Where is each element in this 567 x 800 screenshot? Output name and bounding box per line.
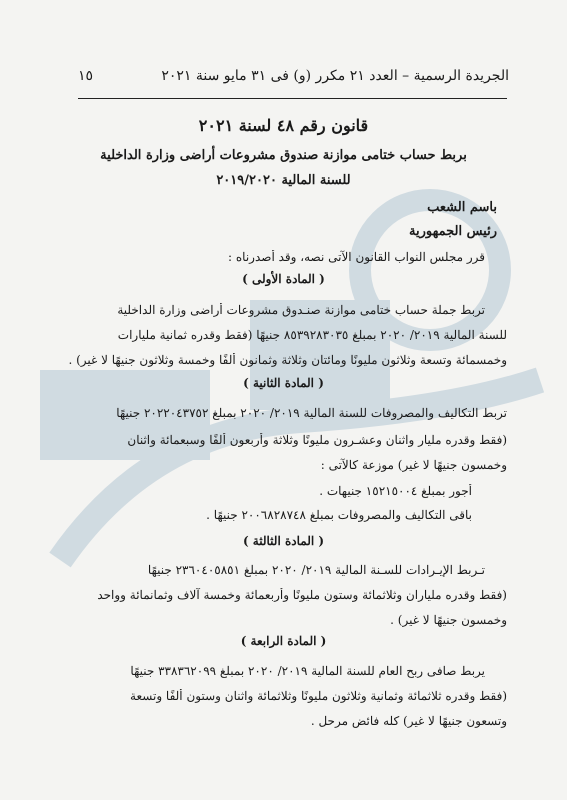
article-2-heading: ( المادة الثانية ) — [243, 376, 324, 390]
article-2-item-2: باقى التكاليف والمصروفات بمبلغ ٢٠٠٦٨٢٨٧٤٨ جنيهًا . — [206, 508, 472, 522]
article-1-line-1: تربط جملة حساب ختامى موازنة صنـدوق مشروعات أراضى وزارة الداخلية — [117, 303, 485, 317]
article-3-line-2: (فقط وقدره ملياران وثلاثمائة وستون مليونًا وأربعمائة وخمسة آلاف وثمانمائة وواحد — [97, 588, 507, 602]
article-3-line-1: تـربط الإيـرادات للسـنة المالية ٢٠١٩/ ٢٠٢٠ بمبلغ ٢٣٦٠٤٠٥٨٥١ جنيهًا — [147, 563, 485, 577]
article-1-line-3: وخمسمائة وتسعة وثلاثون مليونًا ومائتان وثلاثة وثمانون ألفًا وخمسة وثلاثون جنيهًا لا غير) . — [68, 353, 507, 367]
article-3-heading: ( المادة الثالثة ) — [242, 534, 325, 548]
article-2-line-2: (فقط وقدره مليار واثنان وعشـرون مليونًا وثلاثة وأربعون ألفًا وسبعمائة واثنان — [127, 433, 507, 447]
page-number: ١٥ — [78, 68, 94, 84]
article-2-line-3: وخمسون جنيهًا لا غير) موزعة كالآتى : — [320, 458, 507, 472]
law-subtitle-1: بربط حساب ختامى موازنة صندوق مشروعات أراضى وزارة الداخلية — [100, 148, 467, 163]
article-3-line-3: وخمسون جنيهًا لا غير) . — [390, 613, 507, 627]
page-header — [78, 68, 509, 84]
article-4-line-2: (فقط وقدره ثلاثمائة وثمانية وثلاثون مليونًا وثلاثمائة واثنان وستون ألفًا وتسعة — [130, 689, 507, 703]
enactment-line: قرر مجلس النواب القانون الآتى نصه، وقد أصدرناه : — [228, 250, 485, 264]
article-4-line-1: يربط صافى ربح العام للسنة المالية ٢٠١٩/ ٢٠٢٠ بمبلغ ٣٣٨٣٦٢٠٩٩ جنيهًا — [130, 664, 485, 678]
article-1-line-2: للسنة المالية ٢٠١٩/ ٢٠٢٠ بمبلغ ٨٥٣٩٢٨٣٠٣٥ جنيهًا (فقط وقدره ثمانية مليارات — [117, 328, 507, 342]
header-divider — [78, 98, 507, 99]
article-4-line-3: وتسعون جنيهًا لا غير) كله فائض مرحل . — [310, 714, 507, 728]
article-4-heading: ( المادة الرابعة ) — [240, 634, 327, 648]
article-1-heading: ( المادة الأولى ) — [242, 272, 325, 286]
publication-line: الجريدة الرسمية – العدد ٢١ مكرر (و) فى ٣١ مايو سنة ٢٠٢١ — [161, 68, 509, 84]
article-2-item-1: أجور بمبلغ ١٥٢١٥٠٠٤ جنيهات . — [319, 484, 472, 498]
in-the-name-of-people: باسم الشعب — [427, 200, 497, 215]
article-2-line-1: تربط التكاليف والمصروفات للسنة المالية ٢٠١٩/ ٢٠٢٠ بمبلغ ٢٠٢٢٠٤٣٧٥٢ جنيهًا — [116, 406, 507, 420]
law-subtitle-2: للسنة المالية ٢٠١٩/٢٠٢٠ — [216, 173, 351, 188]
law-title: قانون رقم ٤٨ لسنة ٢٠٢١ — [198, 116, 369, 135]
president-title: رئيس الجمهورية — [409, 224, 497, 239]
